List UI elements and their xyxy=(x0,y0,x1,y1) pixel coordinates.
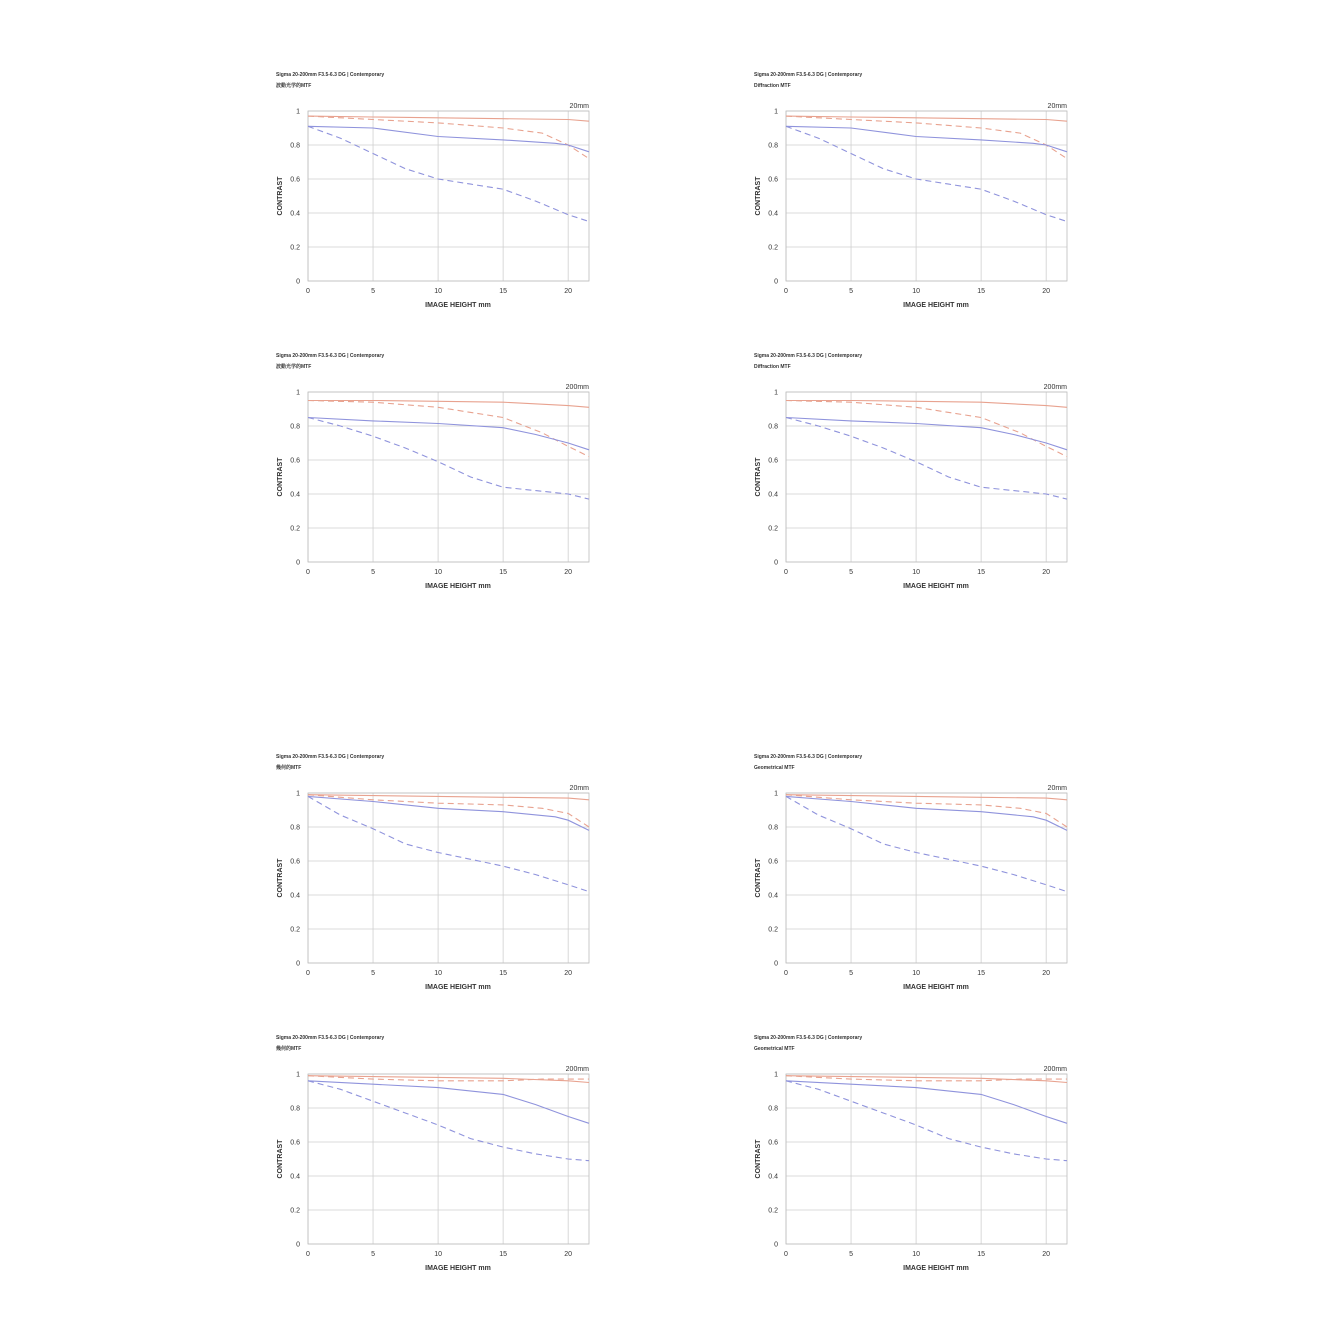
mtf-chart-1 xyxy=(270,68,600,328)
chart-subheader: 波動光学的MTF xyxy=(276,83,312,89)
plot-frame xyxy=(786,1074,1067,1244)
focal-length-label: 200mm xyxy=(565,1066,589,1073)
x-tick-label: 20 xyxy=(1042,569,1051,576)
series-line-solid-s xyxy=(308,795,589,800)
x-tick-label: 5 xyxy=(371,569,375,576)
x-tick-label: 10 xyxy=(434,1251,442,1258)
series-line-solid-m xyxy=(308,126,589,152)
chart-svg xyxy=(748,349,1078,609)
y-tick-label: 0.8 xyxy=(290,423,300,431)
y-tick-label: 0.6 xyxy=(290,1139,300,1147)
chart-header: Sigma 20-200mm F3.5-6.3 DG | Contemporary xyxy=(276,353,385,359)
y-tick-label: 0.8 xyxy=(768,142,778,150)
y-tick-label: 0.2 xyxy=(290,525,300,533)
x-tick-label: 10 xyxy=(912,288,920,295)
y-tick-label: 0.4 xyxy=(290,210,300,218)
y-tick-label: 0.8 xyxy=(290,142,300,150)
chart-svg xyxy=(270,349,600,609)
y-tick-label: 0.6 xyxy=(768,176,778,184)
mtf-chart-8 xyxy=(748,1031,1078,1291)
focal-length-label: 20mm xyxy=(569,103,589,110)
y-axis-label: CONTRAST xyxy=(277,176,284,216)
y-axis-label: CONTRAST xyxy=(277,1139,284,1179)
x-axis-label: IMAGE HEIGHT mm xyxy=(425,984,491,991)
chart-svg xyxy=(748,68,1078,328)
chart-svg xyxy=(270,1031,600,1291)
y-tick-label: 1 xyxy=(774,790,778,798)
y-tick-label: 0 xyxy=(774,960,778,968)
y-tick-label: 0.4 xyxy=(768,210,778,218)
x-tick-label: 0 xyxy=(306,1251,310,1258)
x-axis-label: IMAGE HEIGHT mm xyxy=(425,583,491,590)
chart-subheader: 幾何的MTF xyxy=(276,1046,302,1052)
chart-subheader: Geometrical MTF xyxy=(754,765,795,771)
series-line-dashed-m xyxy=(308,126,589,221)
x-axis-label: IMAGE HEIGHT mm xyxy=(903,1265,969,1272)
y-tick-label: 0 xyxy=(774,559,778,567)
chart-header: Sigma 20-200mm F3.5-6.3 DG | Contemporary xyxy=(754,353,863,359)
chart-subheader: 波動光学的MTF xyxy=(276,364,312,370)
x-tick-label: 5 xyxy=(371,970,375,977)
series-line-solid-s xyxy=(786,795,1067,800)
x-tick-label: 0 xyxy=(306,288,310,295)
series-line-dashed-m xyxy=(786,418,1067,500)
series-line-dashed-m xyxy=(308,796,589,891)
y-tick-label: 1 xyxy=(296,108,300,116)
focal-length-label: 200mm xyxy=(565,384,589,391)
y-tick-label: 1 xyxy=(774,389,778,397)
y-tick-label: 0 xyxy=(296,1241,300,1249)
focal-length-label: 200mm xyxy=(1043,1066,1067,1073)
series-line-dashed-m xyxy=(786,1081,1067,1161)
mtf-chart-2 xyxy=(748,68,1078,328)
y-tick-label: 0.6 xyxy=(290,176,300,184)
x-axis-label: IMAGE HEIGHT mm xyxy=(425,1265,491,1272)
y-axis-label: CONTRAST xyxy=(755,1139,762,1179)
y-tick-label: 1 xyxy=(774,108,778,116)
y-axis-label: CONTRAST xyxy=(277,858,284,898)
plot-frame xyxy=(308,1074,589,1244)
y-tick-label: 0.2 xyxy=(768,1207,778,1215)
focal-length-label: 20mm xyxy=(1047,103,1067,110)
focal-length-label: 20mm xyxy=(1047,785,1067,792)
chart-svg xyxy=(270,750,600,1010)
y-tick-label: 0.6 xyxy=(768,858,778,866)
y-tick-label: 0.2 xyxy=(768,525,778,533)
plot-frame xyxy=(308,392,589,562)
x-tick-label: 0 xyxy=(306,970,310,977)
y-tick-label: 0.8 xyxy=(290,824,300,832)
series-line-dashed-m xyxy=(786,126,1067,221)
y-tick-label: 0 xyxy=(296,278,300,286)
x-tick-label: 10 xyxy=(912,970,920,977)
x-tick-label: 5 xyxy=(849,970,853,977)
y-tick-label: 0.4 xyxy=(768,1173,778,1181)
chart-header: Sigma 20-200mm F3.5-6.3 DG | Contemporary xyxy=(276,754,385,760)
y-axis-label: CONTRAST xyxy=(277,457,284,497)
x-tick-label: 20 xyxy=(564,288,573,295)
y-tick-label: 1 xyxy=(774,1071,778,1079)
chart-header: Sigma 20-200mm F3.5-6.3 DG | Contemporary xyxy=(754,754,863,760)
x-tick-label: 15 xyxy=(499,1251,508,1258)
y-tick-label: 0.8 xyxy=(768,824,778,832)
focal-length-label: 20mm xyxy=(569,785,589,792)
x-tick-label: 0 xyxy=(306,569,310,576)
mtf-chart-7 xyxy=(270,1031,600,1291)
y-tick-label: 1 xyxy=(296,389,300,397)
x-tick-label: 20 xyxy=(564,569,573,576)
mtf-chart-5 xyxy=(270,750,600,1010)
chart-header: Sigma 20-200mm F3.5-6.3 DG | Contemporary xyxy=(754,72,863,78)
y-tick-label: 0.4 xyxy=(290,892,300,900)
x-axis-label: IMAGE HEIGHT mm xyxy=(425,302,491,309)
x-tick-label: 15 xyxy=(977,1251,986,1258)
x-tick-label: 5 xyxy=(371,1251,375,1258)
y-tick-label: 1 xyxy=(296,1071,300,1079)
y-tick-label: 0.4 xyxy=(768,892,778,900)
x-tick-label: 5 xyxy=(371,288,375,295)
chart-header: Sigma 20-200mm F3.5-6.3 DG | Contemporary xyxy=(276,1035,385,1041)
x-tick-label: 15 xyxy=(499,970,508,977)
y-axis-label: CONTRAST xyxy=(755,457,762,497)
y-tick-label: 0.6 xyxy=(768,457,778,465)
x-tick-label: 15 xyxy=(977,970,986,977)
x-axis-label: IMAGE HEIGHT mm xyxy=(903,583,969,590)
y-tick-label: 0.4 xyxy=(768,491,778,499)
series-line-solid-s xyxy=(786,1076,1067,1083)
series-line-solid-m xyxy=(786,1081,1067,1124)
y-tick-label: 0.8 xyxy=(290,1105,300,1113)
x-tick-label: 20 xyxy=(1042,288,1051,295)
x-tick-label: 20 xyxy=(564,1251,573,1258)
y-tick-label: 0.8 xyxy=(768,423,778,431)
y-tick-label: 0.6 xyxy=(768,1139,778,1147)
y-tick-label: 0.2 xyxy=(290,926,300,934)
x-tick-label: 10 xyxy=(912,1251,920,1258)
chart-header: Sigma 20-200mm F3.5-6.3 DG | Contemporary xyxy=(754,1035,863,1041)
y-axis-label: CONTRAST xyxy=(755,176,762,216)
y-tick-label: 0.8 xyxy=(768,1105,778,1113)
y-tick-label: 0.4 xyxy=(290,1173,300,1181)
y-tick-label: 0 xyxy=(774,278,778,286)
series-line-solid-m xyxy=(308,418,589,450)
x-tick-label: 0 xyxy=(784,1251,788,1258)
mtf-chart-3 xyxy=(270,349,600,609)
x-tick-label: 10 xyxy=(912,569,920,576)
x-tick-label: 20 xyxy=(564,970,573,977)
x-tick-label: 0 xyxy=(784,288,788,295)
chart-subheader: Geometrical MTF xyxy=(754,1046,795,1052)
x-tick-label: 10 xyxy=(434,569,442,576)
y-tick-label: 0 xyxy=(774,1241,778,1249)
chart-svg xyxy=(748,750,1078,1010)
y-tick-label: 0.2 xyxy=(290,1207,300,1215)
chart-subheader: Diffraction MTF xyxy=(754,83,791,89)
y-tick-label: 0.2 xyxy=(290,244,300,252)
x-tick-label: 20 xyxy=(1042,970,1051,977)
y-tick-label: 0 xyxy=(296,960,300,968)
series-line-solid-s xyxy=(308,1076,589,1083)
y-tick-label: 0 xyxy=(296,559,300,567)
x-tick-label: 15 xyxy=(977,569,986,576)
x-tick-label: 5 xyxy=(849,288,853,295)
y-tick-label: 0.6 xyxy=(290,858,300,866)
x-tick-label: 0 xyxy=(784,569,788,576)
series-line-solid-m xyxy=(786,418,1067,450)
series-line-dashed-m xyxy=(308,1081,589,1161)
x-tick-label: 15 xyxy=(977,288,986,295)
chart-subheader: Diffraction MTF xyxy=(754,364,791,370)
y-tick-label: 0.4 xyxy=(290,491,300,499)
x-tick-label: 20 xyxy=(1042,1251,1051,1258)
x-tick-label: 5 xyxy=(849,569,853,576)
x-tick-label: 10 xyxy=(434,970,442,977)
x-tick-label: 5 xyxy=(849,1251,853,1258)
x-tick-label: 15 xyxy=(499,569,508,576)
y-tick-label: 0.2 xyxy=(768,926,778,934)
series-line-solid-m xyxy=(786,796,1067,830)
mtf-chart-6 xyxy=(748,750,1078,1010)
plot-frame xyxy=(786,392,1067,562)
chart-svg xyxy=(270,68,600,328)
focal-length-label: 200mm xyxy=(1043,384,1067,391)
chart-subheader: 幾何的MTF xyxy=(276,765,302,771)
series-line-dashed-m xyxy=(786,796,1067,891)
x-tick-label: 15 xyxy=(499,288,508,295)
x-tick-label: 0 xyxy=(784,970,788,977)
y-axis-label: CONTRAST xyxy=(755,858,762,898)
mtf-chart-4 xyxy=(748,349,1078,609)
y-tick-label: 0.6 xyxy=(290,457,300,465)
series-line-solid-m xyxy=(786,126,1067,152)
series-line-solid-m xyxy=(308,796,589,830)
series-line-solid-m xyxy=(308,1081,589,1124)
x-tick-label: 10 xyxy=(434,288,442,295)
chart-svg xyxy=(748,1031,1078,1291)
series-line-dashed-m xyxy=(308,418,589,500)
x-axis-label: IMAGE HEIGHT mm xyxy=(903,984,969,991)
x-axis-label: IMAGE HEIGHT mm xyxy=(903,302,969,309)
y-tick-label: 1 xyxy=(296,790,300,798)
chart-header: Sigma 20-200mm F3.5-6.3 DG | Contemporary xyxy=(276,72,385,78)
y-tick-label: 0.2 xyxy=(768,244,778,252)
